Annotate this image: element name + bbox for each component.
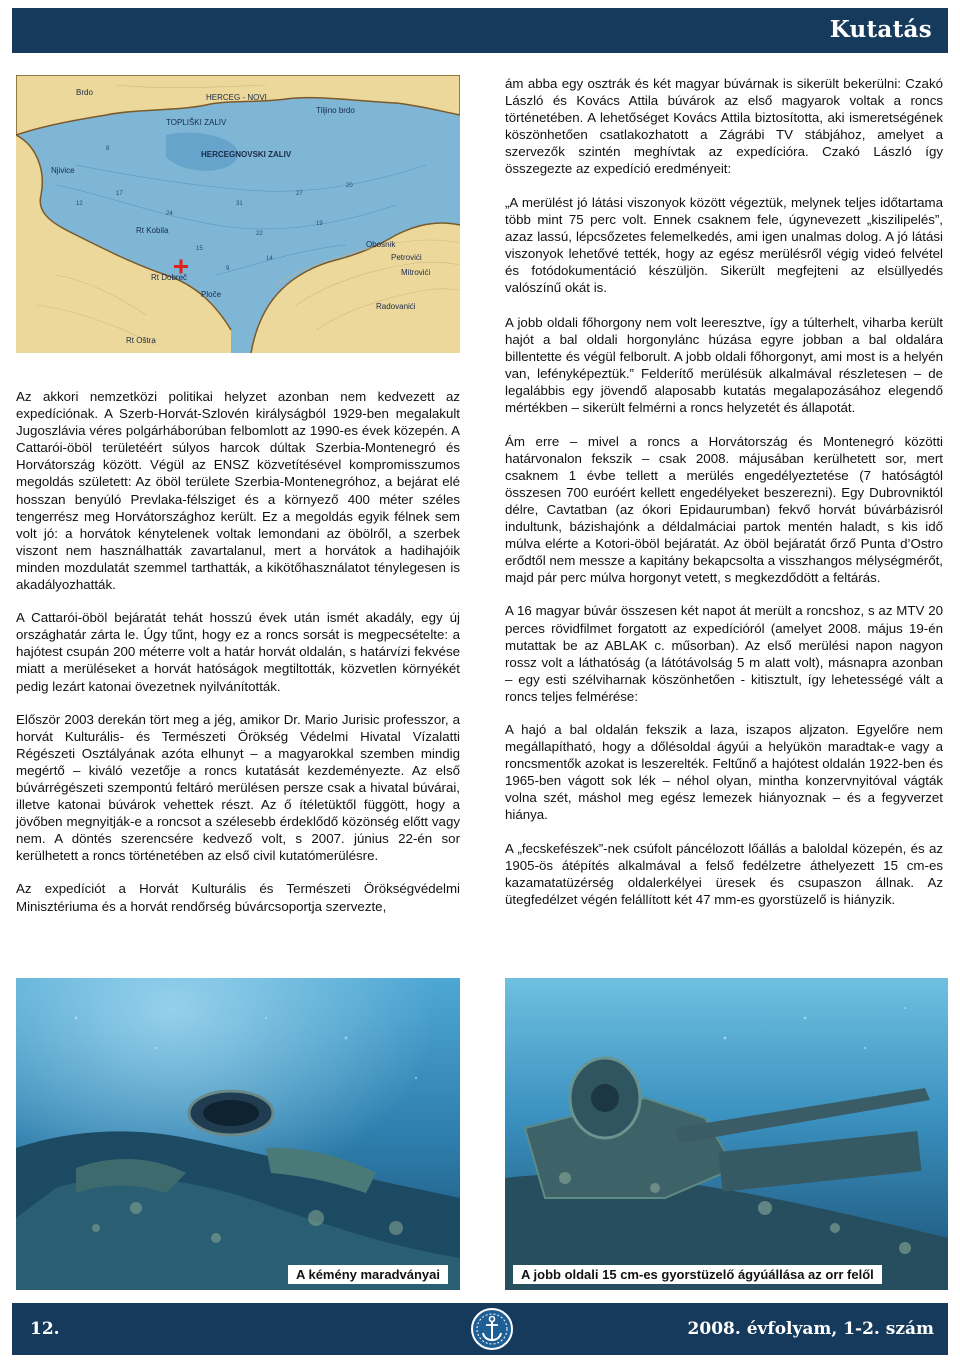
- svg-text:27: 27: [296, 191, 303, 197]
- issue-info: 2008. évfolyam, 1-2. szám: [687, 1319, 934, 1339]
- header-bar: [12, 8, 948, 53]
- svg-text:9: 9: [226, 266, 230, 272]
- svg-text:31: 31: [236, 201, 243, 207]
- map-label: HERCEG - NOVI: [206, 93, 267, 102]
- map-label: HERCEGNOVSKI ZALIV: [201, 150, 292, 159]
- paragraph: A „fecskefészek”-nek csúfolt páncélozott lőállás a baloldal közepén, és az 1905-ös átépítés alkalmával a felső fedélzetre áthelyezett 15 cm-es kazamatatüzérség oldalerkélyei üresek és csupaszon állnak. Az ütegfedélzet végén felállított két 47 mm-es gyorstüzelő is hiányzik.: [505, 840, 943, 907]
- map-label: Mitrovići: [401, 268, 431, 277]
- quote-paragraph: „A merülést jó látási viszonyok között végeztük, melynek teljes időtartama több mint 75 perc volt. Ennek csaknem fele, úgynevezett „kiszilipelés”, azaz lassú, lépcsőzetes felemelkedés, ami igen unalmas dolog. A jó látási viszonyok lehetővé tették, hogy az egész merülésről végig videó felvétel és fotódokumentáció készüljön. Sikerült megfejteni az elsüllyedés valószínű okát is.: [505, 194, 943, 296]
- map-label: TOPLIŠKI ZALIV: [166, 118, 227, 127]
- right-column-bottom: [505, 314, 943, 908]
- map-label: Rt Kobila: [136, 226, 169, 235]
- map-label: Njivice: [51, 166, 75, 175]
- map-label: Brdo: [76, 88, 93, 97]
- svg-text:19: 19: [316, 221, 323, 227]
- section-title: Kutatás: [829, 16, 932, 43]
- svg-text:17: 17: [116, 191, 123, 197]
- svg-text:22: 22: [256, 231, 263, 237]
- footer-bar: [12, 1303, 948, 1355]
- paragraph: Először 2003 derekán tört meg a jég, amikor Dr. Mario Jurisic professzor, a horvát Kulturális- és Természeti Örökség Védelmi Hivatal Vízalatti Régészeti Osztályának azóta elhunyt – a magyarokkal szemben mindig megértő – kiváló vezetője a roncs kutatását kezdeményezte. Az első búvárrégészeti szempontú feltáró merülésen persze csak a hivatal búvárai, illetve katonai búvárok vehettek részt. Az ő ítéletüktől függött, hogy a jövőben megnyitják-e a roncsot a szélesebb érdeklődő közönség előtt vagy nem. A döntés szerencsére kedvező volt, s 2007. június 22-én sor kerülhetett a roncs történetében az első civil kutatómerülésre.: [16, 711, 460, 864]
- svg-text:12: 12: [76, 201, 83, 207]
- paragraph: Ám erre – mivel a roncs a Horvátország és Montenegró közötti határvonalon fekszik – csak 2008. májusában kerülhetett sor, mert csaknem 1 évbe tellett a merülés engedélyeztetése (7 hatóságtól összesen 700 euróért kellett engedélyeket beszerezni). Egy Dubrovniktól délre, Cavtatban (az ókori Epidaurumban) fekvő horvát búvárbázisról indultunk, bázishajónk a déldalmáciai partok mentén haladt, s kis idő múlva elérte a Kotori-öböl bejáratát. Az öböl bejáratát őrző Punta d’Ostro erődtől nem messze a kapitány bekapcsolta a visszhangos mélységmérőt, majd pár perc múlva horgonyt vetett, s megkezdődött a feltárás.: [505, 433, 943, 586]
- paragraph: A jobb oldali főhorgony nem volt leeresztve, így a túlterhelt, viharba került hajót a bal oldali horgonylánc húzása egyre jobban a bal oldalára billentette és végül felborult. A jobb oldali főhorgonyt, ami most is a helyén van, lefényképeztük.” Felderítő merülésük alkalmával részletesen – de legalábbis egy jövendő alaposabb kutatás megalapozásához elegendő mértékben – sikerült felmérni a roncs helyzetét és állapotát.: [505, 315, 943, 416]
- paragraph: Az expedíciót a Horvát Kulturális és Természeti Örökségvédelmi Minisztériuma és a horvát rendőrség búvárcsoportja szervezte,: [16, 881, 460, 914]
- svg-text:8: 8: [106, 146, 110, 152]
- paragraph: ám abba egy osztrák és két magyar búvárnak is sikerült bekerülni: Czakó László és Kovács Attila búvárok az első magyarok voltak a roncs történetében. A lehetőséget Kovács Attila biztosította, aki ismeretségének köszönhetően csatlakozhatott a Zágrábi TV stábjához, amelyet a szervezők szintén meghívtak az expedícióra. Czakó László így összegezte az expedíció eredményeit:: [505, 76, 943, 177]
- map-label: Ploče: [201, 290, 222, 299]
- map-label: Radovanići: [376, 302, 416, 311]
- map-label: Petrovići: [391, 253, 422, 262]
- page-number: 12.: [30, 1319, 60, 1339]
- svg-text:20: 20: [346, 183, 353, 189]
- paragraph: Az akkori nemzetközi politikai helyzet azonban nem kedvezett az expedíciónak. A Szerb-Horvát-Szlovén királyságból 1929-ben megalakult Jugoszlávia véres polgárháborúban felbomlott az 1990-es évek közepén. A Cattarói-öböl területéért súlyos harcok dúltak Szerbia-Montenegró és Horvátország között. Végül az ENSZ közvetítésével kompromisszumos megoldás született: Az öböl területe Szerbia-Montenegróhoz, a bejárat elé hosszan benyúló Prevlaka-félsziget és a környező 400 méter széles tengerrész meg Horvátországhoz került. Ez a megoldás egyik félnek sem volt jó: a horvátok kénytelenek voltak lemondani az öbölről, a szerbek viszont nem használhatták zavartalanul, mert a horvátok a hadihajóik minden mozdulatát szemmel tarthatták, a kikötőhasználatot ténylegesen is akadályozhatták.: [16, 389, 460, 593]
- right-column-top: [505, 75, 943, 296]
- photo-caption: A jobb oldali 15 cm-es gyorstüzelő ágyúállása az orr felől: [513, 1265, 882, 1284]
- photo-chimney-remains: [16, 978, 460, 1290]
- svg-text:24: 24: [166, 211, 173, 217]
- paragraph: A 16 magyar búvár összesen két napot át merült a roncshoz, s az MTV 20 perces rövidfilmet forgatott az expedícióról (amelyet 2008. május 19-én mutattak be az ABLAK c. műsorban). Az első merülési napon nagyon rossz volt a láthatóság (a látótávolság 5 m alatt volt), másnapra azonban – egy esti szélviharnak köszönhetően - kitisztult, így lehetességé vált a roncs teljes felmérése:: [505, 603, 943, 704]
- map-label: Tiljino brdo: [316, 106, 355, 115]
- svg-text:15: 15: [196, 246, 203, 252]
- map-label: Rt Dobreč: [151, 273, 188, 282]
- left-column: [16, 388, 460, 915]
- map-label: Obosnik: [366, 240, 396, 249]
- nautical-map: [16, 75, 460, 353]
- photo-gun-position: [505, 978, 948, 1290]
- map-label: Rt Oštra: [126, 336, 156, 345]
- photo-caption: A kémény maradványai: [288, 1265, 448, 1284]
- paragraph: A Cattarói-öböl bejáratát tehát hosszú évek után ismét akadály, egy új országhatár zárta le. Úgy tűnt, hogy ez a roncs sorsát is megpecsételte: a hajótest csupán 200 méterre volt a határ horvát oldalán, s határvízi fekvése miatt a merüléseket a horvát hatóságok megtiltották, közvetlen környékét pedig lezárt katonai övezetnek nyilvánították.: [16, 610, 460, 694]
- anchor-icon: [470, 1307, 514, 1351]
- svg-text:14: 14: [266, 256, 273, 262]
- paragraph: A hajó a bal oldalán fekszik a laza, iszapos aljzaton. Egyelőre nem megállapítható, hogy a dőlésoldal ágyúi a helyükön maradtak-e vagy a roncsmentők azokat is leszerelték. Feltűnő a hajótest oldalán 1922-ben és 1965-ben vágott sok lék – néhol olyan, mintha konzervnyitóval vágták volna szét, máshol meg egész lemezek hiányoznak – és a fegyverzet hiánya.: [505, 721, 943, 823]
